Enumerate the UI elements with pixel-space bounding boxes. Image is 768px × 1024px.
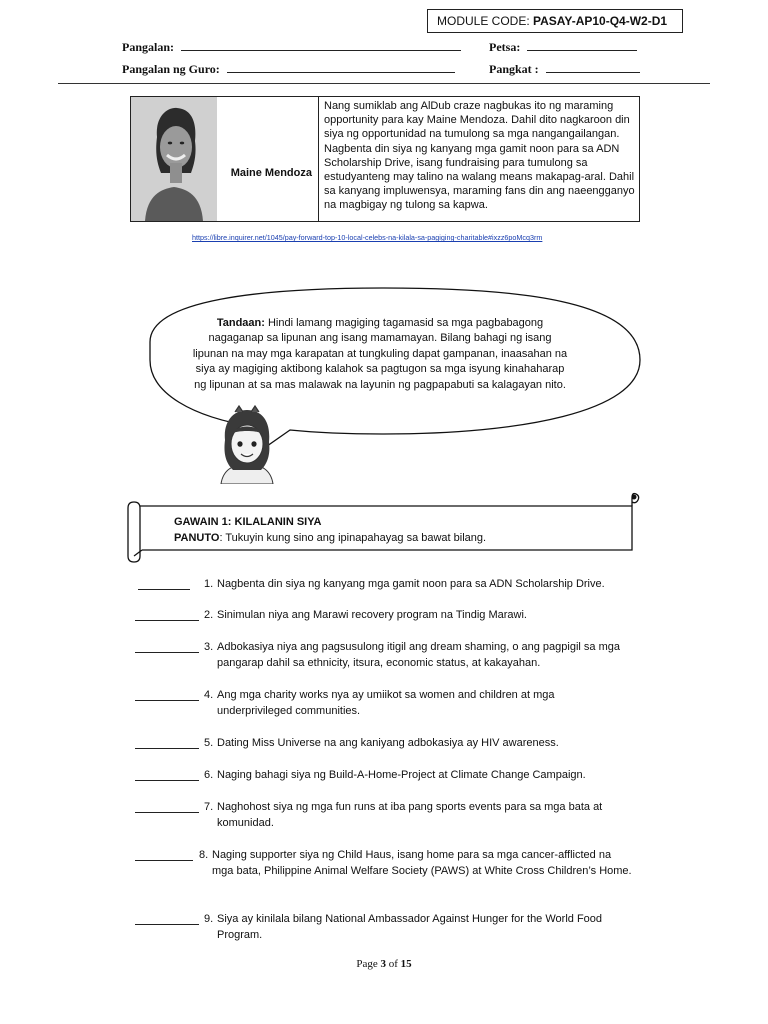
question-text-8: Naging supporter siya ng Child Haus, isang home para sa mga cancer-afflicted na mga bata, Philippine Animal Welfare Society (PAWS) at White Cross Children’s Home. [212,849,632,877]
tandaan-label: Tandaan: [216,317,265,329]
page-word: Page [356,958,381,970]
question-number-6: 6. [204,769,214,781]
question-number-5: 5. [204,737,214,749]
question-number-9: 9. [204,913,214,925]
question-text-5: Dating Miss Universe na ang kaniyang adbokasiya ay HIV awareness. [217,737,559,749]
answer-blank-5[interactable] [135,748,199,749]
question-number-2: 2. [204,609,214,621]
page-of-word: of [385,958,401,970]
pangkat-label: Pangkat : [489,62,539,76]
question-text-7: Naghohost siya ng mga fun runs at iba pang sports events para sa mga bata at komunidad. [217,801,603,829]
profile-description: Nang sumiklab ang AlDub craze nagbukas ito ng maraming opportunity para kay Maine Mendoza. Dahil dito nagkaroon din siya ng opportunidad na tumulong sa mga nangangailangan. Nagbenta din siya ng kanyang mga gamit noon para sa ADN Scholarship Drive, isang fundraising para tumulong sa estudyanteng may talino na walang means makapag-aral. Dahil sa kanyang impluwensya, maraming fans din ang naeengganyo na magbigay ng tulong sa kapwa. [324,100,635,212]
pangalan-label: Pangalan: [122,40,175,54]
page-current: 3 [380,958,386,970]
module-code-label: MODULE CODE: [437,14,534,28]
gawain-title: GAWAIN 1: KILALANIN SIYA [174,516,322,528]
profile-name: Maine Mendoza [230,167,312,179]
answer-blank-4[interactable] [135,700,199,701]
answer-blank-1[interactable] [138,589,190,590]
source-link[interactable]: https://libre.inquirer.net/1045/pay-forward-top-10-local-celebs-na-kilala-sa-pagiging-charitable#ixzz6poMcq3rm [192,233,543,242]
answer-blank-6[interactable] [135,780,199,781]
page-total: 15 [400,958,412,970]
question-text-1: Nagbenta din siya ng kanyang mga gamit noon para sa ADN Scholarship Drive. [217,578,605,590]
guro-label: Pangalan ng Guro: [122,62,220,76]
question-number-3: 3. [204,641,214,653]
question-number-4: 4. [204,689,214,701]
question-text-4: Ang mga charity works nya ay umiikot sa women and children at mga underprivileged communities. [217,689,555,717]
petsa-label: Petsa: [489,40,521,54]
question-number-8: 8. [199,849,209,861]
question-text-6: Naging bahagi siya ng Build-A-Home-Project at Climate Change Campaign. [217,769,586,781]
answer-blank-2[interactable] [135,620,199,621]
answer-blank-8[interactable] [135,860,193,861]
panuto-text: : Tukuyin kung sino ang ipinapahayag sa bawat bilang. [219,532,487,544]
answer-blank-3[interactable] [135,652,199,653]
question-text-3: Adbokasiya niya ang pagsusulong itigil ang dream shaming, o ang pagpigil sa mga pangarap dahil sa ethnicity, itsura, economic status, at kakayahan. [217,641,620,669]
question-number-7: 7. [204,801,214,813]
page-footer [0,958,768,970]
question-number-1: 1. [204,578,214,590]
module-code-value: PASAY-AP10-Q4-W2-D1 [533,14,668,28]
answer-blank-7[interactable] [135,812,199,813]
question-text-9: Siya ay kinilala bilang National Ambassador Against Hunger for the World Food Program. [217,913,603,941]
tandaan-body: Hindi lamang magiging tagamasid sa mga pagbabagong nagaganap sa lipunan ang isang mamamayan. Bilang bahagi ng isang lipunan na may mga karapatan at tungkuling dapat gampanan, inaasahan na siya ay magiging aktibong kalahok sa pagtugon sa mga isyung kinahaharap ng lipunan at sa mas malawak na layunin ng pagpapabuti sa kalagayan nito. [192,317,568,391]
answer-blank-9[interactable] [135,924,199,925]
panuto-label: PANUTO [174,532,220,544]
question-text-2: Sinimulan niya ang Marawi recovery program na Tindig Marawi. [217,609,527,621]
panuto-line [174,532,486,544]
